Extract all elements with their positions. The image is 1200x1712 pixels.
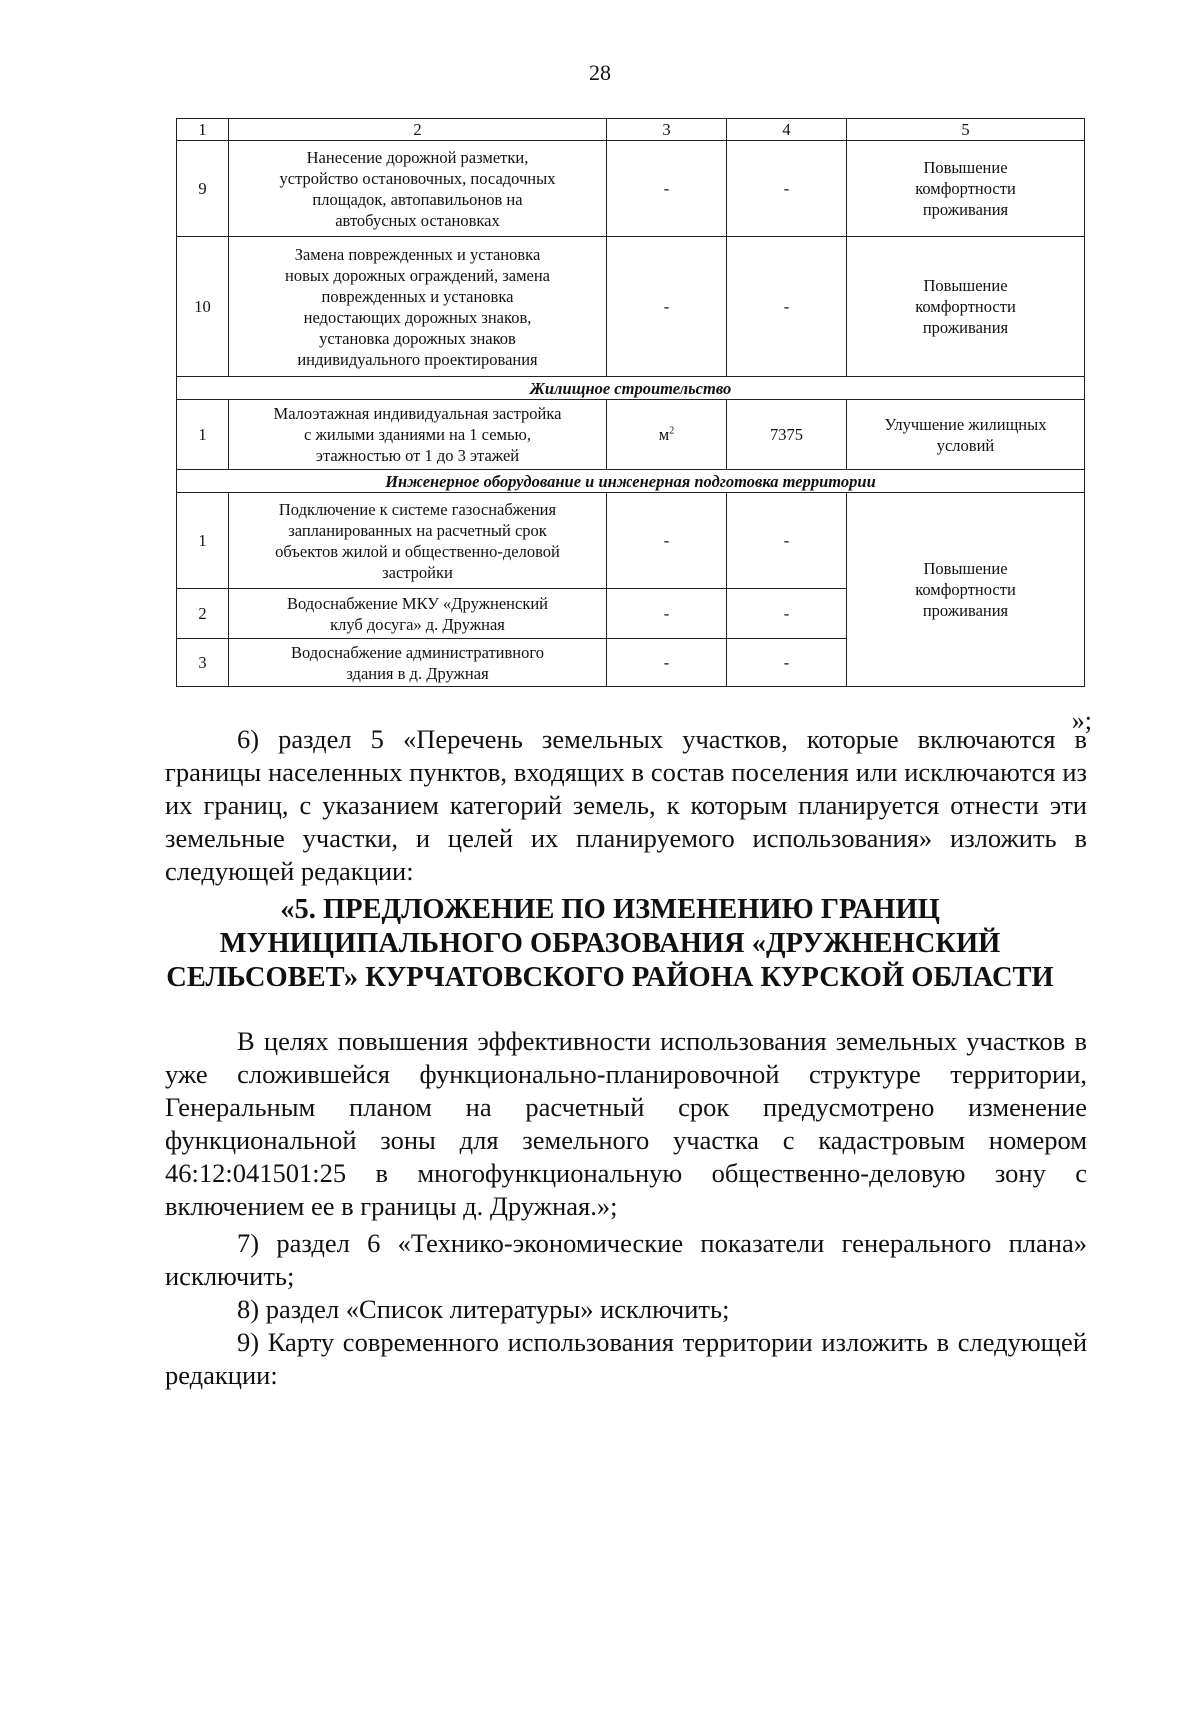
- row-description: [229, 237, 607, 377]
- measures-table: [176, 118, 1085, 687]
- paragraph-9: 9) Карту современного использования территории изложить в следующей редакции:: [165, 1327, 1087, 1390]
- table-row: [177, 141, 1085, 237]
- goal-line: проживания: [922, 318, 1009, 337]
- header-cell: 2: [229, 119, 607, 141]
- goal-line: условий: [936, 435, 995, 455]
- header-cell: 3: [607, 119, 727, 141]
- section-engineering-title: Инженерное оборудование и инженерная подготовка территории: [177, 470, 1085, 493]
- row-value: -: [727, 237, 847, 377]
- row-number: 1: [177, 400, 229, 470]
- row-goal-merged: [847, 493, 1085, 687]
- table-row: [177, 493, 1085, 589]
- description-line: объектов жилой и общественно-деловой: [275, 541, 560, 561]
- row-description: [229, 141, 607, 237]
- unit-superscript: 2: [669, 425, 675, 437]
- goal-line: комфортности: [915, 297, 1016, 316]
- row-value: -: [727, 639, 847, 687]
- header-cell: 5: [847, 119, 1085, 141]
- heading-line: «5. ПРЕДЛОЖЕНИЕ ПО ИЗМЕНЕНИЮ ГРАНИЦ: [280, 894, 940, 925]
- row-description: [229, 589, 607, 639]
- description-line: индивидуального проектирования: [297, 349, 538, 369]
- goal-line: комфортности: [915, 179, 1016, 198]
- goal-line: комфортности: [915, 580, 1016, 599]
- description-line: автобусных остановках: [335, 210, 500, 230]
- goal-line: Повышение: [923, 559, 1008, 578]
- row-value: 7375: [727, 400, 847, 470]
- row-number: 10: [177, 237, 229, 377]
- paragraph-8: 8) раздел «Список литературы» исключить;: [237, 1294, 730, 1324]
- description-line: клуб досуга» д. Дружная: [330, 614, 505, 634]
- row-unit: -: [607, 237, 727, 377]
- goal-line: проживания: [922, 601, 1009, 620]
- description-line: этажностью от 1 до 3 этажей: [315, 446, 520, 465]
- table-header-row: [177, 119, 1085, 141]
- row-description: [229, 493, 607, 589]
- row-goal: [847, 400, 1085, 470]
- goal-line: Повышение: [923, 158, 1008, 177]
- goal-line: проживания: [922, 200, 1009, 219]
- section-heading: [140, 893, 1080, 995]
- section-row: [177, 470, 1085, 493]
- description-line: Малоэтажная индивидуальная застройка: [273, 404, 562, 423]
- description-line: новых дорожных ограждений, замена: [285, 265, 550, 285]
- unit-text: м: [658, 425, 670, 444]
- description-line: Подключение к системе газоснабжения: [278, 499, 557, 519]
- paragraph-7: 7) раздел 6 «Технико-экономические показатели генерального плана» исключить;: [165, 1228, 1087, 1291]
- heading-line: СЕЛЬСОВЕТ» КУРЧАТОВСКОГО РАЙОНА КУРСКОЙ ОБЛАСТИ: [166, 962, 1054, 993]
- description-line: недостающих дорожных знаков,: [303, 307, 532, 327]
- row-unit: -: [607, 589, 727, 639]
- description-line: установка дорожных знаков: [319, 328, 516, 348]
- row-number: 2: [177, 589, 229, 639]
- paragraph-body: В целях повышения эффективности использования земельных участков в уже сложившейся функционально-планировочной структуре территории, Генеральным планом на расчетный срок предусмотрено изменение функциональной зоны для земельного участка с кадастровым номером 46:12:041501:25 в многофункциональную общественно-деловую зону с включением ее в границы д. Дружная.»;: [165, 1026, 1087, 1221]
- table-row: [177, 400, 1085, 470]
- row-value: -: [727, 493, 847, 589]
- description-line: застройки: [382, 562, 453, 582]
- row-unit: -: [607, 639, 727, 687]
- paragraph-6: 6) раздел 5 «Перечень земельных участков, которые включаются в границы населенных пунктов, входящих в состав поселения или исключаются из их границ, с указанием категорий земель, к которым планируется отнести эти земельные участки, и целей их планируемого использования» изложить в следующей редакции:: [165, 724, 1087, 886]
- row-value: -: [727, 589, 847, 639]
- description-line: Замена поврежденных и установка: [294, 244, 541, 264]
- description-line: поврежденных и установка: [321, 286, 514, 306]
- row-description: [229, 639, 607, 687]
- row-number: 1: [177, 493, 229, 589]
- heading-line: МУНИЦИПАЛЬНОГО ОБРАЗОВАНИЯ «ДРУЖНЕНСКИЙ: [219, 928, 1001, 959]
- description-line: устройство остановочных, посадочных: [279, 168, 556, 188]
- description-line: Водоснабжение МКУ «Дружненский: [286, 593, 549, 613]
- header-cell: 4: [727, 119, 847, 141]
- section-row: [177, 377, 1085, 400]
- row-goal: [847, 237, 1085, 377]
- description-line: Нанесение дорожной разметки,: [306, 147, 529, 167]
- closing-quote: »;: [1071, 706, 1092, 735]
- row-number: 9: [177, 141, 229, 237]
- goal-line: Улучшение жилищных: [884, 414, 1047, 434]
- header-cell: 1: [177, 119, 229, 141]
- table-row: [177, 237, 1085, 377]
- row-unit: [607, 400, 727, 470]
- description-line: здания в д. Дружная: [346, 663, 489, 683]
- description-line: запланированных на расчетный срок: [288, 520, 547, 540]
- description-line: Водоснабжение административного: [291, 642, 544, 662]
- row-description: [229, 400, 607, 470]
- row-unit: -: [607, 493, 727, 589]
- page-number: 28: [589, 60, 611, 85]
- section-housing-title: Жилищное строительство: [177, 377, 1085, 400]
- goal-line: Повышение: [923, 276, 1008, 295]
- description-line: с жилыми зданиями на 1 семью,: [304, 425, 531, 444]
- description-line: площадок, автопавильонов на: [312, 189, 523, 209]
- row-unit: -: [607, 141, 727, 237]
- row-number: 3: [177, 639, 229, 687]
- row-value: -: [727, 141, 847, 237]
- row-goal: [847, 141, 1085, 237]
